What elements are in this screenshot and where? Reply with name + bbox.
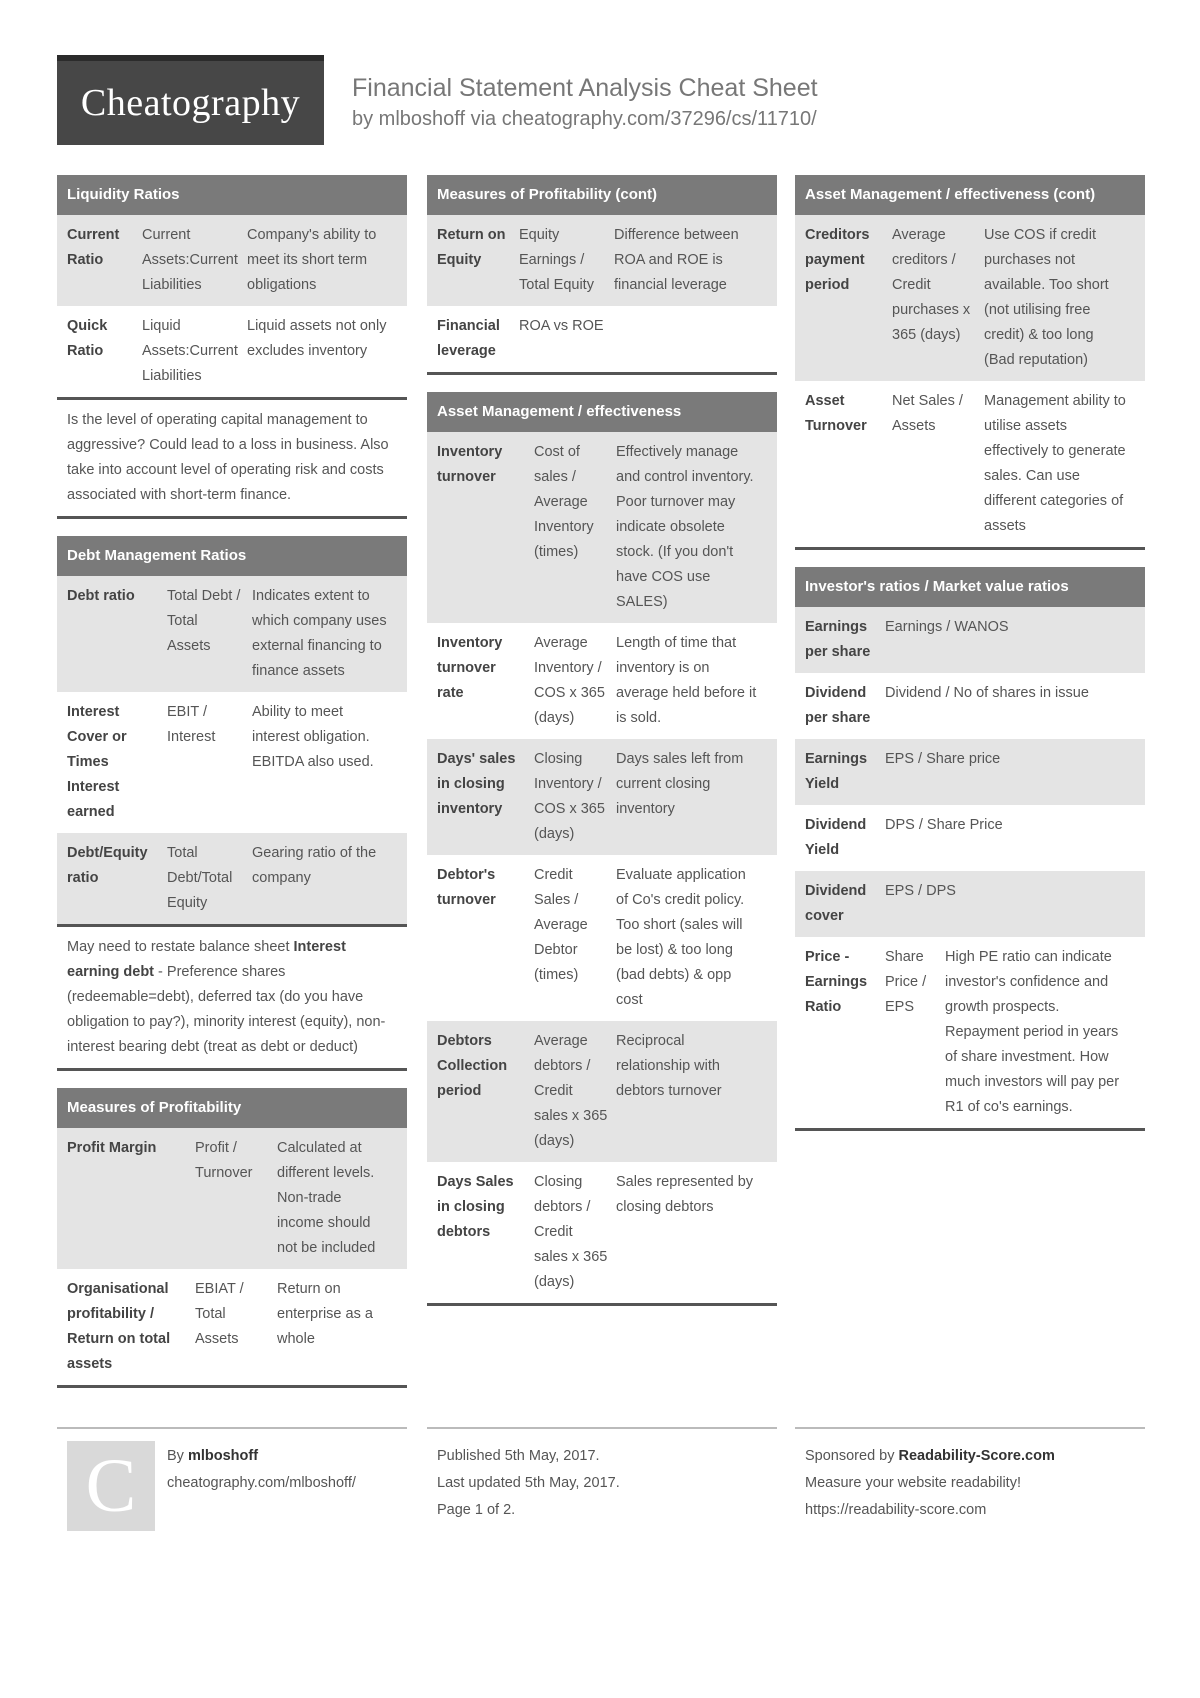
ratio-name: Dividend cover (805, 883, 867, 924)
section-title: Investor's ratios / Market value ratios (795, 567, 1145, 607)
table-row (795, 871, 1145, 937)
ratio-name: Debt/Equity ratio (67, 845, 148, 886)
ratio-name: Financial leverage (437, 318, 500, 359)
ratio-name: Inventory turnover (437, 444, 503, 485)
sheet-subtitle[interactable]: by mlboshoff via cheatography.com/37296/cs/11710/ (352, 108, 817, 130)
ratio-name: Price - Earnings Ratio (805, 949, 868, 1015)
ratio-formula: Dividend / No of shares in issue (885, 685, 1089, 701)
table-row (427, 306, 777, 372)
table-row (795, 215, 1145, 381)
ratio-description: Calculated at different levels. Non-trade income should not be included (277, 1140, 376, 1256)
section-note (57, 397, 407, 516)
column-2 (427, 175, 777, 1323)
footer-dates (427, 1427, 777, 1524)
table-row (427, 855, 777, 1021)
section (427, 175, 777, 375)
ratio-name: Quick Ratio (67, 318, 108, 359)
ratio-formula: EBIAT / Total Assets (195, 1281, 244, 1347)
table-row (427, 623, 777, 739)
ratio-description: Return on enterprise as a whole (277, 1281, 373, 1347)
ratio-description: Use COS if credit purchases not available. Too short (not utilising free credit) & too long (Bad reputation) (984, 227, 1109, 368)
ratio-description: Difference between ROA and ROE is financial leverage (614, 227, 739, 293)
table-row (57, 576, 407, 692)
ratio-formula: Average creditors / Credit purchases x 365 (days) (892, 227, 971, 343)
table-row (795, 739, 1145, 805)
ratio-name: Return on Equity (437, 227, 506, 268)
table-row (427, 432, 777, 623)
by-label: By (167, 1448, 188, 1464)
note-text: - Preference shares (redeemable=debt), deferred tax (do you have obligation to pay?), minority interest (equity), non-interest bearing debt (treat as debt or deduct) (67, 964, 386, 1055)
ratio-name: Asset Turnover (805, 393, 867, 434)
table-row (57, 306, 407, 397)
ratio-name: Dividend per share (805, 685, 871, 726)
section (427, 392, 777, 1306)
table-row (57, 1269, 407, 1385)
section-title: Liquidity Ratios (57, 175, 407, 215)
ratio-description: Days sales left from current closing inventory (616, 751, 744, 817)
sheet-title: Financial Statement Analysis Cheat Sheet (352, 74, 818, 102)
ratio-formula: ROA vs ROE (519, 318, 604, 334)
footer-sponsor (795, 1427, 1145, 1524)
note-text: May need to restate balance sheet (67, 939, 294, 955)
ratio-description: Indicates extent to which company uses external financing to finance assets (252, 588, 387, 679)
ratio-name: Inventory turnover rate (437, 635, 503, 701)
ratio-name: Dividend Yield (805, 817, 867, 858)
table-row (795, 937, 1145, 1128)
ratio-description: Effectively manage and control inventory. Poor turnover may indicate obsolete stock. (If you don't have COS use SALES) (616, 444, 754, 610)
sponsor-link[interactable]: https://readability-score.com (805, 1502, 987, 1518)
ratio-formula: Cost of sales / Average Inventory (times) (534, 444, 594, 560)
ratio-name: Current Ratio (67, 227, 120, 268)
section (795, 175, 1145, 550)
section (57, 536, 407, 1071)
logo-text: Cheatography (80, 82, 301, 124)
table-row (427, 215, 777, 306)
ratio-formula: Total Debt / Total Assets (167, 588, 241, 654)
table-row (795, 673, 1145, 739)
ratio-formula: Liquid Assets:Current Liabilities (142, 318, 238, 384)
section-title: Debt Management Ratios (57, 536, 407, 576)
ratio-formula: EBIT / Interest (167, 704, 216, 745)
table-row (57, 215, 407, 306)
ratio-name: Earnings per share (805, 619, 871, 660)
ratio-description: Company's ability to meet its short term obligations (247, 227, 377, 293)
ratio-formula: Total Debt/Total Equity (167, 845, 233, 911)
ratio-name: Interest Cover or Times Interest earned (67, 704, 127, 820)
section (795, 567, 1145, 1131)
author-line (167, 1443, 407, 1470)
ratio-formula: Credit Sales / Average Debtor (times) (534, 867, 588, 983)
section-note (57, 924, 407, 1068)
ratio-description: Ability to meet interest obligation. EBITDA also used. (252, 704, 374, 770)
footer-author (57, 1427, 407, 1528)
note-text: Interest earning debt (67, 939, 346, 980)
updated-date: Last updated 5th May, 2017. (437, 1475, 620, 1491)
sponsored-label: Sponsored by (805, 1448, 899, 1464)
column-3 (795, 175, 1145, 1148)
table-row (57, 692, 407, 833)
published-date: Published 5th May, 2017. (437, 1448, 600, 1464)
ratio-description (614, 314, 767, 364)
ratio-name: Days' sales in closing inventory (437, 751, 516, 817)
ratio-description: High PE ratio can indicate investor's confidence and growth prospects. Repayment period in years of share investment. How much investors will pay per R1 of co's earnings. (945, 949, 1120, 1115)
ratio-formula: Current Assets:Current Liabilities (142, 227, 238, 293)
ratio-description: Sales represented by closing debtors (616, 1174, 754, 1215)
ratio-description: Evaluate application of Co's credit policy. Too short (sales will be lost) & too long (bad debts) & opp cost (616, 867, 746, 1008)
ratio-formula: DPS / Share Price (885, 817, 1003, 833)
table-row (795, 805, 1145, 871)
section (57, 175, 407, 519)
section (57, 1088, 407, 1388)
ratio-formula: Closing debtors / Credit sales x 365 (days) (534, 1174, 608, 1290)
table-row (427, 1162, 777, 1303)
ratio-formula: Net Sales / Assets (892, 393, 963, 434)
ratio-name: Creditors payment period (805, 227, 870, 293)
ratio-formula: Earnings / WANOS (885, 619, 1009, 635)
table-row (795, 381, 1145, 547)
ratio-description: Gearing ratio of the company (252, 845, 377, 886)
sponsor-tagline: Measure your website readability! (805, 1475, 1021, 1491)
ratio-formula: Average debtors / Credit sales x 365 (days) (534, 1033, 608, 1149)
ratio-description: Reciprocal relationship with debtors turnover (616, 1033, 722, 1099)
author-avatar: C (67, 1441, 155, 1531)
ratio-formula: Profit / Turnover (195, 1140, 253, 1181)
ratio-name: Debtor's turnover (437, 867, 496, 908)
author-name[interactable]: mlboshoff (187, 1448, 259, 1464)
sponsor-name[interactable]: Readability-Score.com (898, 1448, 1055, 1464)
ratio-name: Debt ratio (67, 588, 135, 604)
table-row (57, 833, 407, 924)
author-link[interactable]: cheatography.com/mlboshoff/ (167, 1475, 356, 1491)
cheatography-logo[interactable] (57, 55, 324, 145)
section-title: Measures of Profitability (57, 1088, 407, 1128)
ratio-formula: Average Inventory / COS x 365 (days) (534, 635, 605, 726)
ratio-formula: Equity Earnings / Total Equity (519, 227, 594, 293)
ratio-name: Debtors Collection period (437, 1033, 508, 1099)
table-row (57, 1128, 407, 1269)
column-1 (57, 175, 407, 1405)
section-title: Asset Management / effectiveness (427, 392, 777, 432)
ratio-name: Profit Margin (67, 1140, 157, 1156)
sponsor-line (805, 1443, 1145, 1470)
table-row (427, 1021, 777, 1162)
table-row (795, 607, 1145, 673)
ratio-formula: EPS / Share price (885, 751, 1001, 767)
ratio-formula: EPS / DPS (885, 883, 956, 899)
ratio-name: Earnings Yield (805, 751, 868, 792)
section-title: Asset Management / effectiveness (cont) (795, 175, 1145, 215)
ratio-name: Organisational profitability / Return on total assets (67, 1281, 171, 1372)
ratio-description: Management ability to utilise assets effectively to generate sales. Can use different categories of assets (984, 393, 1126, 534)
table-row (427, 739, 777, 855)
section-title: Measures of Profitability (cont) (427, 175, 777, 215)
page-indicator: Page 1 of 2. (437, 1502, 516, 1518)
note-text: Is the level of operating capital management to aggressive? Could lead to a loss in business. Also take into account level of operating risk and costs associated with short-term finance. (67, 412, 389, 503)
ratio-name: Days Sales in closing debtors (437, 1174, 514, 1240)
ratio-description: Liquid assets not only excludes inventory (247, 318, 387, 359)
ratio-description: Length of time that inventory is on average held before it is sold. (616, 635, 757, 726)
ratio-formula: Share Price / EPS (885, 949, 927, 1015)
ratio-formula: Closing Inventory / COS x 365 (days) (534, 751, 605, 842)
